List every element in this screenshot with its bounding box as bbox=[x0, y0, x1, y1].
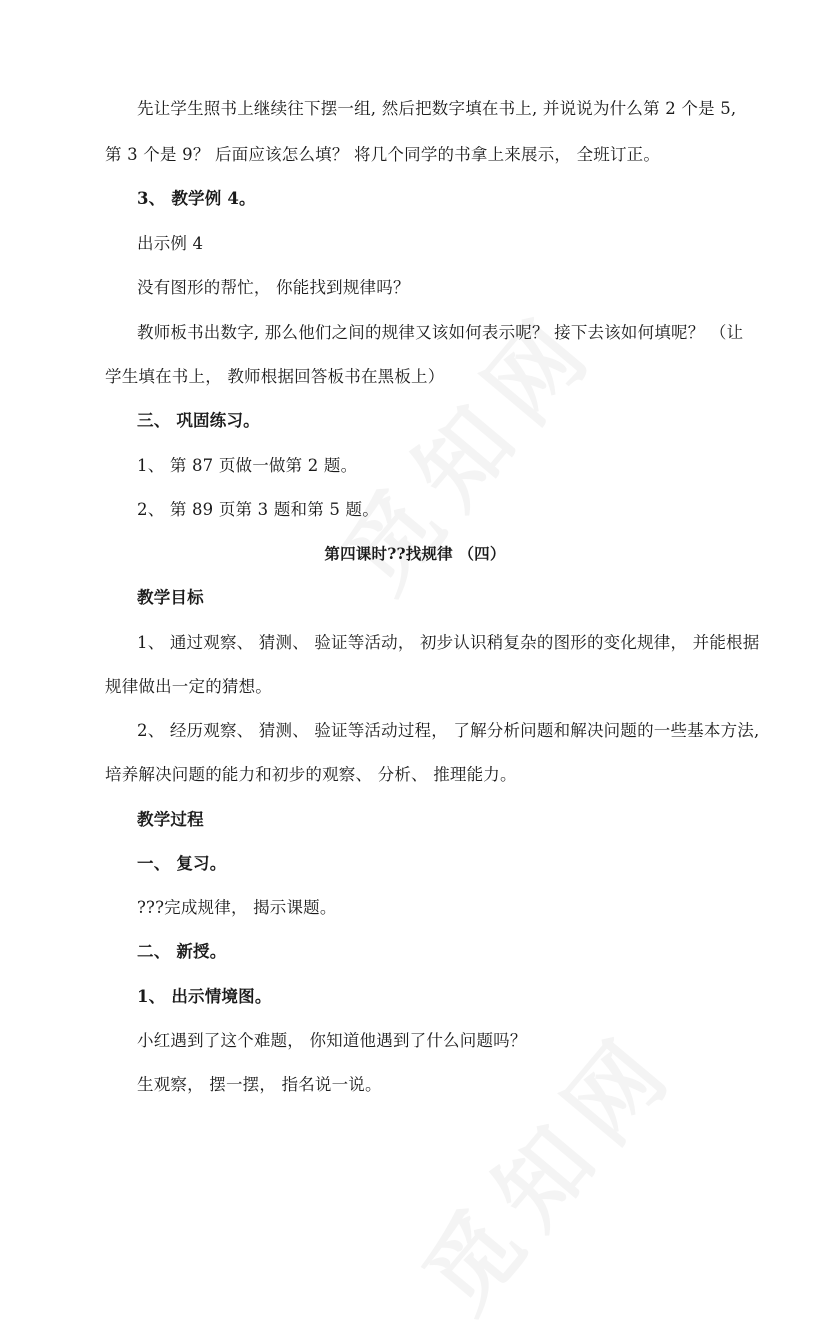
section-heading: 3、 教学例 4。 bbox=[137, 189, 256, 208]
paragraph-line: 出示例 4 bbox=[137, 234, 204, 253]
paragraph-line: 没有图形的帮忙， 你能找到规律吗？ bbox=[137, 278, 410, 297]
paragraph-line: 规律做出一定的猜想。 bbox=[105, 677, 272, 696]
paragraph-line: ???完成规律， 揭示课题。 bbox=[137, 898, 337, 917]
paragraph-line: 1、 通过观察、 猜测、 验证等活动， 初步认识稍复杂的图形的变化规律， 并能根据 bbox=[137, 633, 760, 652]
paragraph-line: 生观察， 摆一摆， 指名说一说。 bbox=[137, 1075, 382, 1094]
paragraph-line: 2、 经历观察、 猜测、 验证等活动过程， 了解分析问题和解决问题的一些基本方法, bbox=[137, 721, 760, 740]
section-heading: 1、 出示情境图。 bbox=[137, 987, 272, 1006]
list-item: 1、 第 87 页做一做第 2 题。 bbox=[137, 456, 358, 475]
section-heading: 二、 新授。 bbox=[137, 942, 227, 961]
section-heading: 教学过程 bbox=[137, 810, 204, 829]
section-heading: 一、 复习。 bbox=[137, 854, 227, 873]
section-heading: 三、 巩固练习。 bbox=[137, 411, 260, 430]
lesson-title: 第四课时??找规律 （四） bbox=[324, 544, 506, 563]
paragraph-line: 第 3 个是 9？ 后面应该怎么填？ 将几个同学的书拿上来展示， 全班订正。 bbox=[105, 145, 661, 164]
paragraph-line: 学生填在书上， 教师根据回答板书在黑板上） bbox=[105, 367, 445, 386]
list-item: 2、 第 89 页第 3 题和第 5 题。 bbox=[137, 500, 379, 519]
paragraph-line: 小红遇到了这个难题， 你知道他遇到了什么问题吗？ bbox=[137, 1031, 527, 1050]
paragraph-line: 先让学生照书上继续往下摆一组, 然后把数字填在书上, 并说说为什么第 2 个是 5, bbox=[137, 99, 737, 118]
paragraph-line: 培养解决问题的能力和初步的观察、 分析、 推理能力。 bbox=[105, 765, 517, 784]
paragraph-line: 教师板书出数字, 那么他们之间的规律又该如何表示呢？ 接下去该如何填呢？ （让 bbox=[137, 323, 744, 342]
section-heading: 教学目标 bbox=[137, 588, 204, 607]
